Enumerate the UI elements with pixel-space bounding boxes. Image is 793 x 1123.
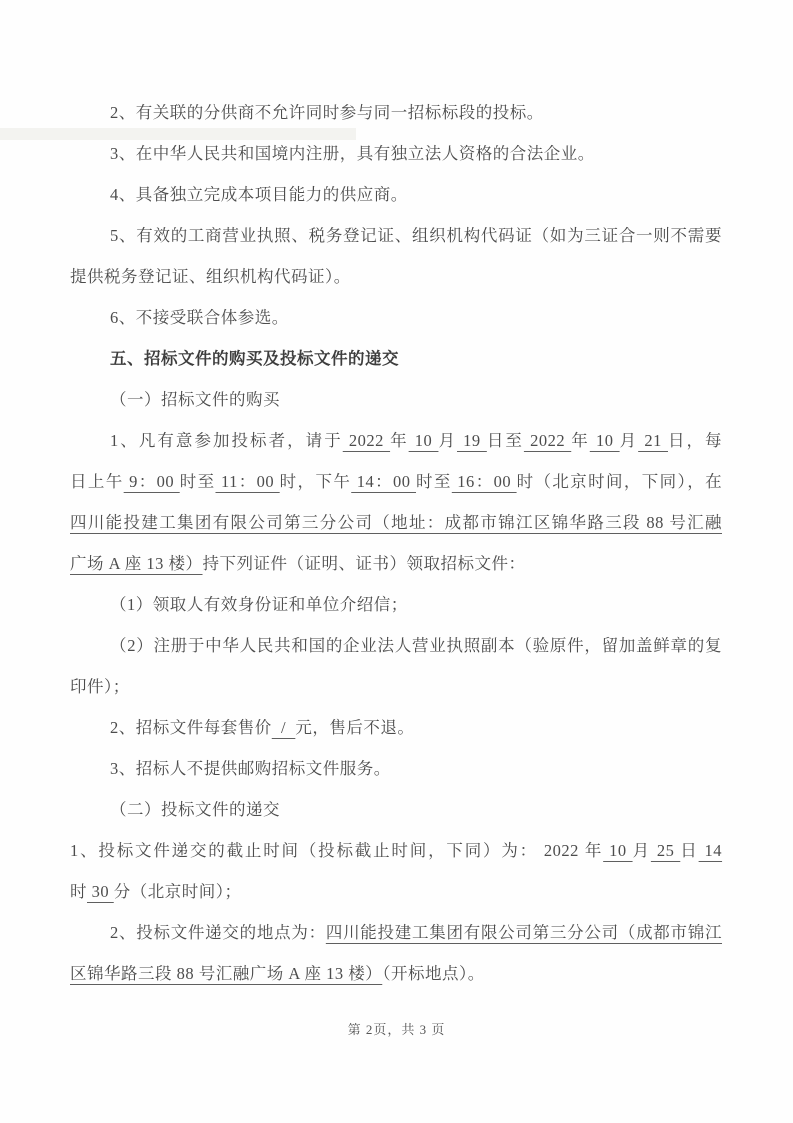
underlined-text-run: 14：00 <box>351 472 417 491</box>
underlined-text-run: 19 <box>457 431 487 450</box>
underlined-text-run: 21 <box>638 431 668 450</box>
text-run: 时，下午 <box>279 472 352 491</box>
text-run: 年 <box>390 431 409 450</box>
text-run: 3、招标人不提供邮购招标文件服务。 <box>110 759 391 778</box>
doc-line <box>70 420 722 461</box>
doc-line <box>70 584 722 625</box>
underlined-blank: / <box>271 718 296 737</box>
doc-line <box>70 92 722 133</box>
underlined-text-run: 四川能投建工集团有限公司第三分公司（成都市锦江 <box>325 923 723 942</box>
underlined-text-run: 广场 A 座 13 楼） <box>70 554 203 573</box>
doc-line <box>70 748 722 789</box>
doc-line <box>70 953 722 994</box>
doc-line <box>70 297 722 338</box>
text-run: 元，售后不退。 <box>295 718 415 737</box>
text-run: 印件）； <box>70 677 130 696</box>
underlined-text-run: 16：00 <box>451 472 517 491</box>
underlined-text-run: 2022 <box>342 431 391 450</box>
text-run: 4、具备独立完成本项目能力的供应商。 <box>110 185 408 204</box>
doc-line <box>70 912 722 953</box>
page-number: 第 2页，共 3 页 <box>347 1022 446 1037</box>
doc-line <box>70 830 722 871</box>
text-run: 月 <box>632 841 651 860</box>
doc-line <box>70 625 722 666</box>
subsection-heading <box>70 379 722 420</box>
underlined-text-run: 9：00 <box>123 472 180 491</box>
underlined-text-run: 10 <box>603 841 633 860</box>
doc-line <box>70 871 722 912</box>
text-run: （开标地点）。 <box>382 964 485 983</box>
underlined-text-run: 14 <box>698 841 723 860</box>
text-run: 月 <box>619 431 639 450</box>
underlined-text-run: 25 <box>650 841 681 860</box>
doc-line <box>70 174 722 215</box>
text-run: 1、投标文件递交的截止时间（投标截止时间，下同）为： 2022 年 <box>70 841 604 860</box>
text-run: 年 <box>571 431 590 450</box>
text-run: （二）投标文件的递交 <box>110 800 280 819</box>
underlined-text-run: 30 <box>87 882 114 901</box>
text-run: （1）领取人有效身份证和单位介绍信； <box>110 595 408 614</box>
text-run: 2、有关联的分供商不允许同时参与同一招标标段的投标。 <box>110 103 544 122</box>
scan-artifact <box>0 128 356 140</box>
underlined-text-run: 2022 <box>523 431 572 450</box>
doc-line <box>70 215 722 256</box>
doc-line <box>70 666 722 707</box>
text-run: 3、在中华人民共和国境内注册，具有独立法人资格的合法企业。 <box>110 144 595 163</box>
text-run: 持下列证件（证明、证书）领取招标文件： <box>202 554 526 573</box>
subsection-heading <box>70 789 722 830</box>
text-run: 月 <box>438 431 457 450</box>
doc-line <box>70 256 722 297</box>
doc-line <box>70 461 722 502</box>
doc-line <box>70 502 722 543</box>
text-run: （一）招标文件的购买 <box>110 390 280 409</box>
underlined-text-run: 四川能投建工集团有限公司第三分公司（地址：成都市锦江区锦华路三段 88 号汇融 <box>70 513 722 532</box>
text-run: （2）注册于中华人民共和国的企业法人营业执照副本（验原件，留加盖鲜章的复 <box>110 636 722 655</box>
text-run: 提供税务登记证、组织机构代码证）。 <box>70 267 351 286</box>
underlined-text-run: 10 <box>589 431 620 450</box>
doc-line <box>70 543 722 584</box>
text-run: 分（北京时间）； <box>113 882 242 901</box>
text-run: 日 <box>680 841 699 860</box>
text-run: 日至 <box>486 431 524 450</box>
text-run: 时 <box>70 882 87 901</box>
text-run: 1、凡有意参加投标者，请于 <box>110 431 343 450</box>
text-run: 2、招标文件每套售价 <box>110 718 272 737</box>
underlined-text-run: 区锦华路三段 88 号汇融广场 A 座 13 楼） <box>70 964 383 983</box>
underlined-text-run: 10 <box>408 431 439 450</box>
section-heading <box>70 338 722 379</box>
doc-line <box>70 707 722 748</box>
text-run: 2、投标文件递交的地点为： <box>110 923 326 942</box>
text-run: 时至 <box>416 472 452 491</box>
underlined-text-run: 11：00 <box>215 472 280 491</box>
text-run: 时（北京时间，下同），在 <box>516 472 723 491</box>
text-run: 五、招标文件的购买及投标文件的递交 <box>110 349 399 368</box>
text-run: 6、不接受联合体参选。 <box>110 308 289 327</box>
text-run: 5、有效的工商营业执照、税务登记证、组织机构代码证（如为三证合一则不需要 <box>110 226 722 245</box>
text-run: 日，每 <box>667 431 723 450</box>
text-run: 日上午 <box>70 472 124 491</box>
text-run: 时至 <box>179 472 216 491</box>
